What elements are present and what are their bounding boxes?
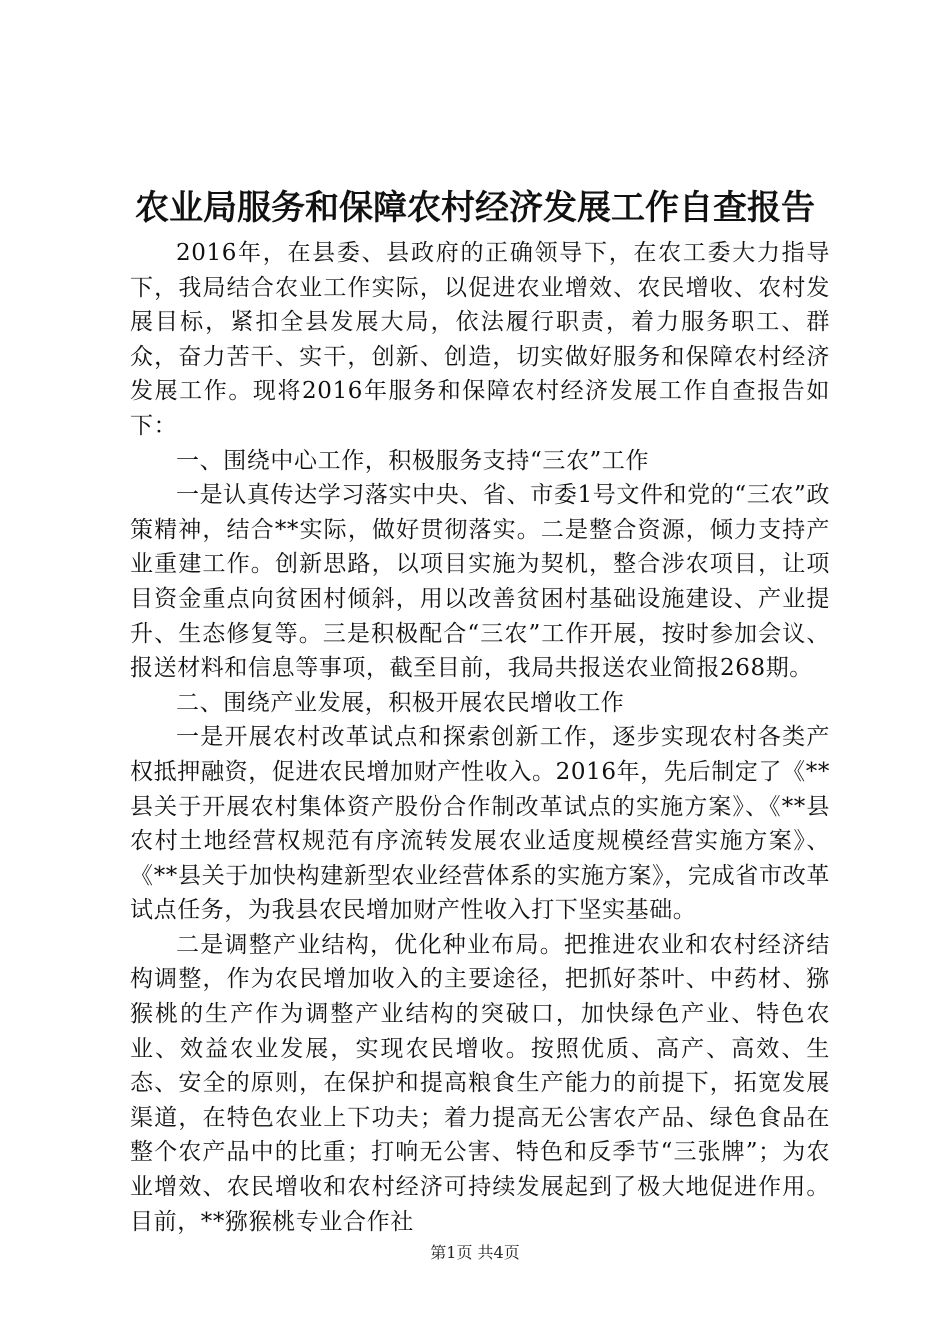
section-heading-1: 一、围绕中心工作，积极服务支持“三农”工作 [176, 447, 650, 474]
paragraph-intro: 2016年，在县委、县政府的正确领导下，在农工委大力指导下，我局结合农业工作实际，以促进农业增效、农民增收、农村发展目标，紧扣全县发展大局，依法履行职责，着力服务职工、群众，奋力苦干、实干，创新、创造，切实做好服务和保障农村经济发展工作。现将2016年服务和保障农村经济发展工作自查报告如下： [130, 240, 830, 439]
paragraph-section-1: 一是认真传达学习落实中央、省、市委1号文件和党的“三农”政策精神，结合**实际，做好贯彻落实。二是整合资源，倾力支持产业重建工作。创新思路，以项目实施为契机，整合涉农项目，让项目资金重点向贫困村倾斜，用以改善贫困村基础设施建设、产业提升、生态修复等。三是积极配合“三农”工作开展，按时参加会议、报送材料和信息等事项，截至目前，我局共报送农业简报268期。 [130, 482, 830, 682]
document-body [130, 236, 830, 1239]
document-title: 农业局服务和保障农村经济发展工作自查报告 [135, 188, 815, 228]
paragraph-section-2-item-2: 二是调整产业结构，优化种业布局。把推进农业和农村经济结构调整，作为农民增加收入的主要途径，把抓好茶叶、中药材、猕猴桃的生产作为调整产业结构的突破口，加快绿色产业、特色农业、效益农业发展，实现农民增收。按照优质、高产、高效、生态、安全的原则，在保护和提高粮食生产能力的前提下，拓宽发展渠道，在特色农业上下功夫；着力提高无公害农产品、绿色食品在整个农产品中的比重；打响无公害、特色和反季节“三张牌”；为农业增效、农民增收和农村经济可持续发展起到了极大地促进作用。目前，**猕猴桃专业合作社 [130, 931, 830, 1235]
paragraph-section-2-item-1: 一是开展农村改革试点和探索创新工作，逐步实现农村各类产权抵押融资，促进农民增加财产性收入。2016年，先后制定了《**县关于开展农村集体资产股份合作制改革试点的实施方案》、《**县农村土地经营权规范有序流转发展农业适度规模经营实施方案》、《**县关于加快构建新型农业经营体系的实施方案》，完成省市改革试点任务，为我县农民增加财产性收入打下坚实基础。 [130, 724, 830, 924]
section-heading-2: 二、围绕产业发展，积极开展农民增收工作 [176, 689, 625, 716]
page-number-footer: 第1页 共4页 [430, 1243, 520, 1262]
